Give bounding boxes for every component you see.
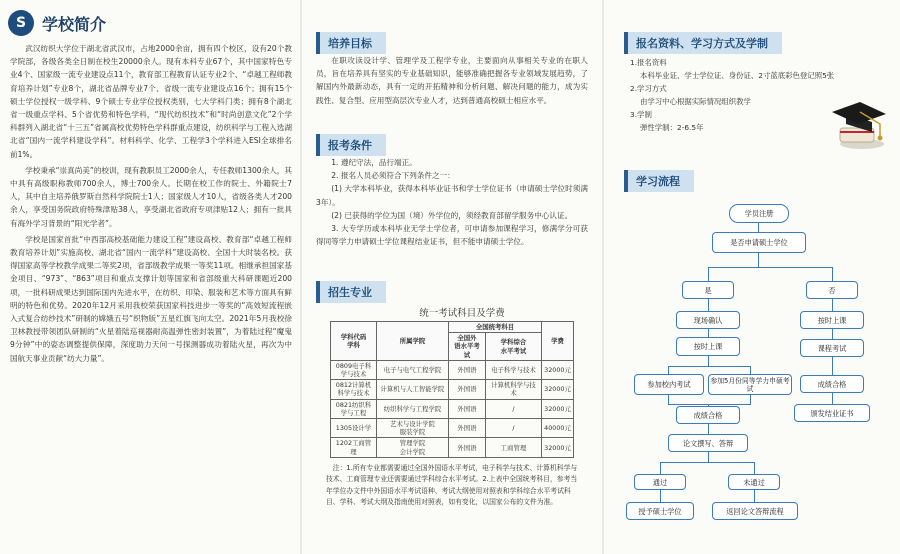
flow-step-grade-ok: 成绩合格 (676, 406, 740, 424)
flow-connector (750, 395, 751, 404)
flow-title: 学习流程 (624, 170, 694, 192)
info-item: 3.学制 (630, 110, 652, 119)
flow-step-register: 学员注册 (729, 204, 789, 223)
flow-connector (668, 366, 669, 374)
flow-connector (832, 357, 833, 375)
info-section-header (624, 32, 782, 54)
info-item: 弹性学制：2-6.5年 (640, 123, 704, 132)
table-note: 注：1.所有专业都需要通过全国外国语水平考试，电子科学与技术、计算机科学与技术、工商管理专业还需要通过学科综合水平考试。2.上表中全国统考科目，参考当年学位办文件中外国语水平考试语种、考试大纲使用对照表和学科综合水平考试科目、学科、考试大纲及指南使用对照表，如有变化，以国家公布的文件为准。 (326, 464, 578, 507)
cell: 1202工商管理 (331, 438, 377, 457)
cell: 32000元 (542, 399, 574, 418)
intro-body (10, 42, 292, 365)
requirement-section-header (316, 134, 386, 156)
col-subject: 学科综合 水平考试 (485, 333, 541, 361)
flow-step-thesis: 论文撰写、答辩 (668, 434, 748, 452)
cell: 工商管理 (485, 438, 541, 457)
flow-connector (708, 299, 709, 311)
major-section-header (316, 281, 386, 303)
col-code: 学科代码 学科 (331, 322, 377, 361)
table-row (331, 360, 574, 379)
flow-connector (708, 267, 832, 268)
cell: 0812计算机科学与技术 (331, 380, 377, 399)
requirement-item: 1. 遵纪守法，品行端正。 (331, 158, 417, 167)
flow-step-campus-exam: 参加校内考试 (634, 374, 704, 395)
intro-panel (0, 0, 300, 554)
intro-paragraph: 武汉纺织大学位于湖北省武汉市，占地2000余亩，拥有四个校区，设有20个教学院部，各级各类全日制在校生20000余人。现有本科专业67个，其中国家特色专业4个、国家级一流专业建设点11个，教育部工程教育认证专业2个、“卓越工程师教育培养计划”专业8个，湖北省品牌专业7个、省级一流专业建设点16个；拥有15个硕士学位授权一级学科、9个硕士专业学位授权类别，七大学科门类；拥有8个湖北省一级重点学科、5个省优势和特色学科，“现代纺织技术”和“时尚创意文化”2个学科群列入湖北省“十三五”省属高校优势特色学科群重点建设，纺织科学与工程入选湖北省“国内一流学科建设学科”。材料科学、化学、工程学3个学科进入ESI全球排名前1%。 (10, 44, 292, 159)
cell: 电子科学与技术 (485, 360, 541, 379)
info-title: 报名资料、学习方式及学制 (624, 32, 782, 54)
cell: 艺术与设计学院 服装学院 (377, 419, 449, 438)
flow-connector (668, 395, 669, 404)
info-item: 由学习中心根据实际情况组织教学 (640, 97, 751, 106)
flow-connector (758, 253, 759, 267)
cell: 32000元 (542, 380, 574, 399)
requirement-item: 3. 大专学历或本科毕业无学士学位者，可申请参加课程学习，修满学分可获得同等学力申请硕士学位课程结业证书，但不能申请硕士学位。 (316, 224, 588, 247)
cell: 管理学院 会计学院 (377, 438, 449, 457)
requirement-item: (2) 已获得的学位为国（境）外学位的，须经教育部留学服务中心认证。 (331, 210, 573, 220)
flow-connector (708, 424, 709, 434)
cell: / (485, 399, 541, 418)
flow-section-header (624, 170, 694, 192)
cell: 0809电子科学与技术 (331, 360, 377, 379)
flow-connector (708, 329, 709, 337)
cell: 32000元 (542, 360, 574, 379)
flow-connector (668, 404, 751, 405)
flow-step-course-exam: 课程考试 (800, 339, 864, 357)
flow-step-pass: 通过 (634, 474, 686, 490)
table-header-row (331, 322, 574, 333)
col-foreign: 全国外 语水平考试 (449, 333, 486, 361)
flow-step-grade-ok-no: 成绩合格 (800, 375, 864, 393)
cell: 电子与电气工程学院 (377, 360, 449, 379)
cell: 外国语 (449, 360, 486, 379)
flow-connector (660, 490, 661, 502)
major-title: 招生专业 (316, 281, 386, 303)
flow-connector (832, 299, 833, 311)
info-item: 本科毕业证、学士学位证、身份证、2寸蓝底彩色登记照5张 (640, 71, 835, 80)
school-logo-icon: S (8, 10, 34, 36)
flow-connector (754, 462, 755, 474)
requirement-item: 2. 报名人员必须符合下列条件之一： (331, 171, 455, 181)
flow-step-fail: 未通过 (728, 474, 780, 490)
flow-step-confirm: 现场确认 (676, 311, 740, 329)
exam-table (330, 321, 574, 458)
goal-title: 培养目标 (316, 32, 386, 54)
col-exam: 全国统考科目 (449, 322, 542, 333)
intro-paragraph: 学校秉承“崇真尚美”的校训，现有教职员工2000余人，专任教师1300余人，其中具有高级职称教师700余人，博士700余人。长期在校工作的院士、外籍院士7人，其中自主培养俄罗斯自然科学院院士1人；国家级人才10人，省级各类人才200余人，享受国务院政府特殊津贴38人，享受湖北省政府专项津贴12人；拥有一批具有海外学习背景的“阳光学者”。 (10, 165, 292, 228)
flow-connector (754, 490, 755, 502)
col-fee: 学费 (542, 322, 574, 361)
requirement-item: (1) 大学本科毕业，获得本科毕业证书和学士学位证书（申请硕士学位时须满3年）。 (316, 184, 588, 207)
flow-step-certificate: 颁发结业证书 (794, 404, 870, 422)
intro-title: 学校简介 (42, 14, 107, 34)
table-row (331, 399, 574, 418)
flow-step-degree-question: 是否申请硕士学位 (712, 232, 806, 253)
requirement-title: 报考条件 (316, 134, 386, 156)
cell: 计算机科学与技术 (485, 380, 541, 399)
flow-step-may-exam: 参加5月份同等学力申硕考试 (708, 374, 792, 395)
info-item: 1.报名资料 (630, 58, 667, 67)
cell: 外国语 (449, 419, 486, 438)
cell: 0821纺织科学与工程 (331, 399, 377, 418)
cell: 外国语 (449, 438, 486, 457)
cell: 40000元 (542, 419, 574, 438)
process-panel (604, 0, 900, 554)
flow-step-attend-class: 按时上课 (676, 337, 740, 356)
flow-step-award-degree: 授予硕士学位 (626, 502, 694, 520)
flow-connector (832, 267, 833, 281)
exam-table-wrap (330, 321, 574, 458)
intro-header (8, 10, 106, 36)
program-panel (302, 0, 602, 554)
flow-step-attend-class-no: 按时上课 (800, 311, 864, 329)
flow-step-yes: 是 (682, 281, 734, 299)
flow-step-return-thesis: 返回论文答辩流程 (712, 502, 798, 520)
intro-paragraph: 学校是国家首批“中西部高校基础能力建设工程”建设高校、教育部“卓越工程师教育培养计划”实施高校、湖北省“国内一流学科”建设高校、全国十大时装名校。获得国家高等学校教学成果二等奖2项，省部级教学成果一等奖11项。相继承担国家基金项目、“973”、“863”项目和重点支撑计划等国家和省部级重大科研课题近200项，一批科研成果达到国际国内先进水平，在纺织、印染、服装和艺术等方面具有鲜明的特色和优势。2020年12月采用我校荣获国家科技进步一等奖的“高效短流程嵌入式复合纺纱技术”研制的嫦娥五号“织物版”五星红旗飞向太空。2021年5月我校徐卫林教授带领团队研制的“火星着陆巡视器耐高温弹性密封装置”，为着陆过程“魔鬼9分钟”中的姿态调整提供保障，深度助力天问一号探测器成功着陆火星，再次为中国航天事业贡献“纺大力量”。 (10, 234, 292, 363)
goal-text: 在职攻读设计学、管理学及工程学专业，主要面向从事相关专业的在职人员，旨在培养具有坚实的专业基础知识，能够准确把握各专业领域发展趋势，了解国内外最新动态，具有一定的开拓精神和分析问题、解决问题的能力，成为实践性、复合型、应用型高层次专业人才，达到普通高校硕士相应水平。 (316, 56, 588, 105)
flow-connector (832, 393, 833, 404)
flow-connector (758, 223, 759, 232)
flow-connector (708, 452, 709, 462)
cell: 32000元 (542, 438, 574, 457)
cell: / (485, 419, 541, 438)
cell: 计算机与人工智能学院 (377, 380, 449, 399)
table-title: 统一考试科目及学费 (419, 308, 505, 319)
flow-connector (708, 267, 709, 281)
info-item: 2.学习方式 (630, 84, 667, 93)
flow-connector (668, 366, 750, 367)
col-school: 所属学院 (377, 322, 449, 361)
flow-connector (708, 356, 709, 366)
flow-connector (832, 329, 833, 339)
table-row (331, 380, 574, 399)
table-row (331, 419, 574, 438)
goal-section-header (316, 32, 386, 54)
flow-connector (660, 462, 754, 463)
flow-connector (660, 462, 661, 474)
requirement-list (316, 156, 588, 248)
cell: 纺织科学与工程学院 (377, 399, 449, 418)
graduation-cap-icon (826, 92, 890, 154)
cell: 外国语 (449, 399, 486, 418)
flow-connector (750, 366, 751, 374)
flow-step-no: 否 (806, 281, 858, 299)
cell: 1305设计学 (331, 419, 377, 438)
cell: 外国语 (449, 380, 486, 399)
table-row (331, 438, 574, 457)
